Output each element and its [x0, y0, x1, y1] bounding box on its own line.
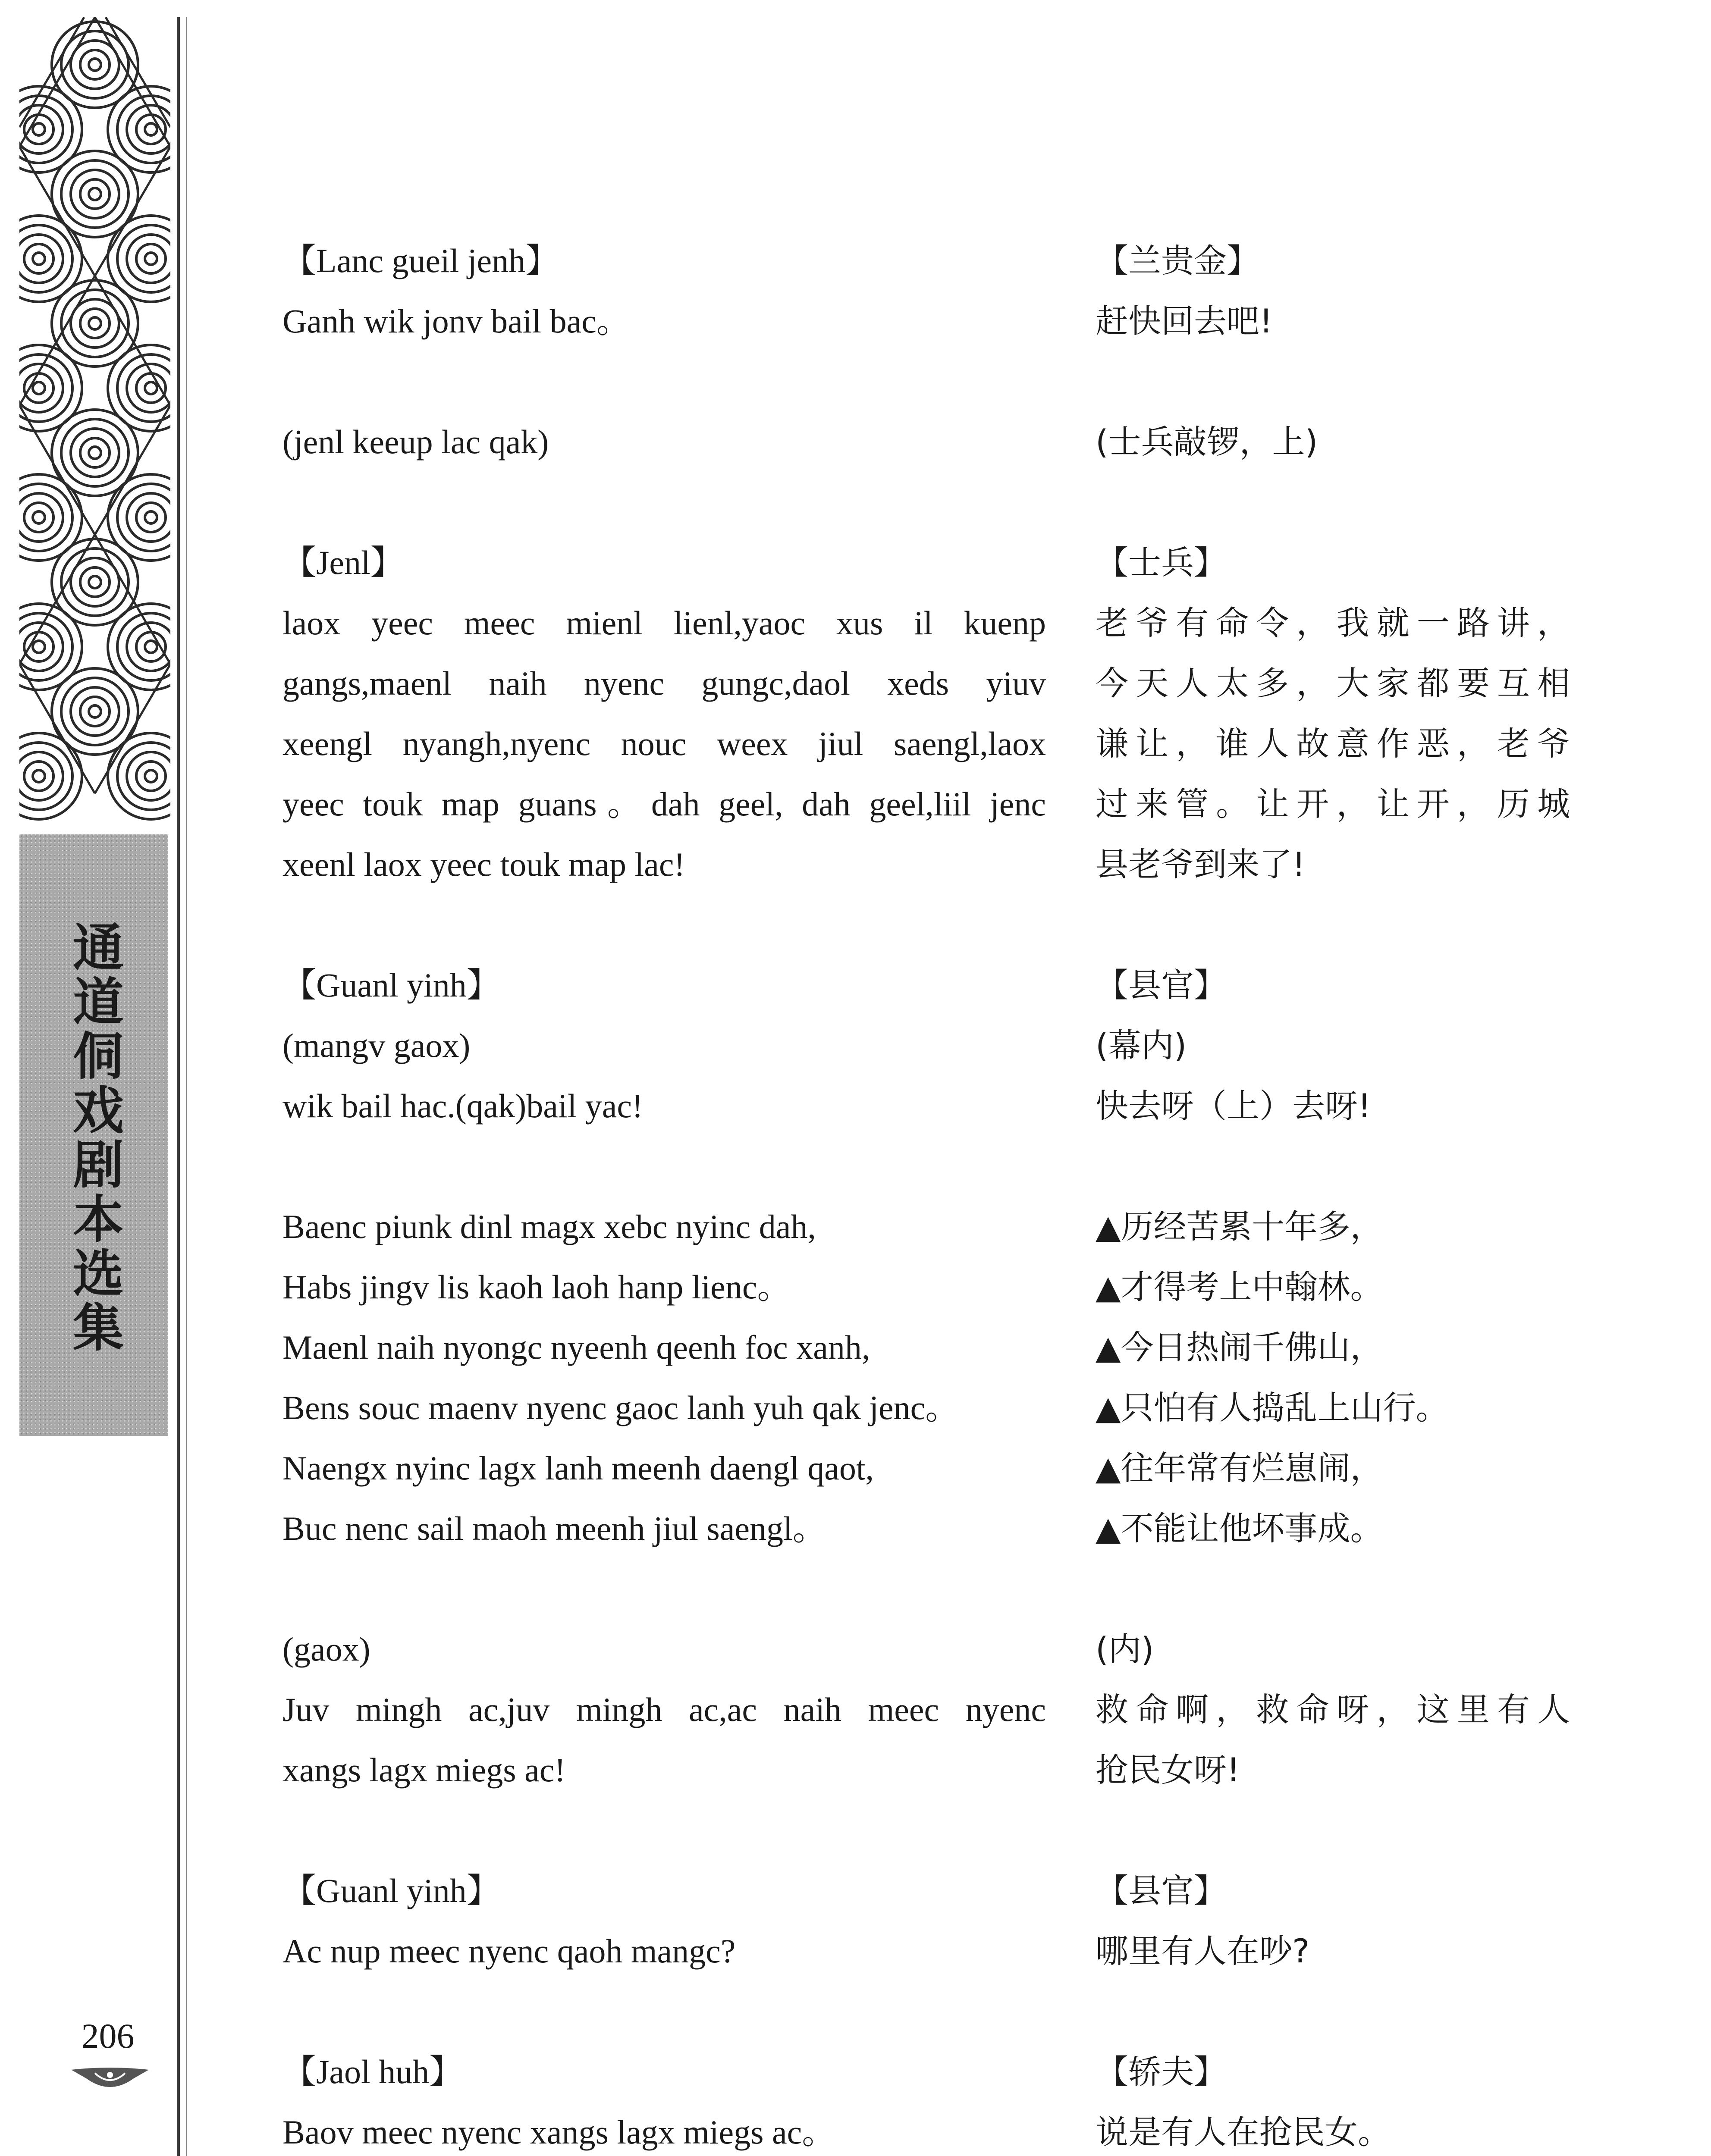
verse-line: Baenc piunk dinl magx xebc nyinc dah, — [283, 1208, 816, 1245]
verse-line-zh: ▲才得考上中翰林。 — [1096, 1268, 1383, 1306]
dialogue-line: Ganh wik jonv bail bac。 — [283, 302, 630, 340]
dialogue-line-zh: 县老爷到来了! — [1096, 845, 1306, 884]
speaker-label-zh: 【兰贵金】 — [1096, 241, 1259, 280]
verse-line: Maenl naih nyongc nyeenh qeenh foc xanh, — [283, 1329, 870, 1366]
dialogue-line: xeengl nyangh,nyenc nouc weex jiul saengl,laox — [283, 725, 1046, 762]
stage-direction: (mangv gaox) — [283, 1027, 471, 1064]
verse-line-zh: ▲历经苦累十年多， — [1096, 1207, 1383, 1246]
page-number: 206 — [81, 2016, 135, 2056]
dialogue-line-zh: 赶快回去吧! — [1096, 302, 1273, 340]
dialogue-line: Ac nup meec nyenc qaoh mangc? — [283, 1932, 736, 1970]
dialogue-line-zh: 过来管。让开，让开，历城 — [1096, 785, 1570, 823]
verse-line: Bens souc maenv nyenc gaoc lanh yuh qak jenc。 — [283, 1389, 959, 1426]
verse-line-zh: ▲往年常有烂崽闹， — [1096, 1449, 1383, 1487]
speaker-label: 【Jaol huh】 — [283, 2053, 463, 2090]
dialogue-line: xangs lagx miegs ac! — [283, 1751, 566, 1789]
speaker-label-zh: 【县官】 — [1096, 1871, 1227, 1910]
stage-direction-zh: (幕内) — [1096, 1026, 1187, 1065]
dialogue-line: yeec touk map guans。dah geel, dah geel,liil jenc — [283, 785, 1046, 823]
speaker-label-zh: 【士兵】 — [1096, 543, 1227, 582]
stage-direction-zh: (内) — [1096, 1630, 1154, 1668]
dialogue-line-zh: 救命啊，救命呀，这里有人 — [1096, 1690, 1570, 1729]
dialogue-line-zh: 谦让，谁人故意作恶，老爷 — [1096, 724, 1570, 763]
verse-line: Naengx nyinc lagx lanh meenh daengl qaot, — [283, 1449, 874, 1487]
speaker-label: 【Guanl yinh】 — [283, 1872, 500, 1909]
speaker-label-zh: 【县官】 — [1096, 966, 1227, 1004]
verse-line: Buc nenc sail maoh meenh jiul saengl。 — [283, 1510, 826, 1547]
dialogue-line-zh: 哪里有人在吵? — [1096, 1932, 1310, 1970]
verse-line-zh: ▲只怕有人捣乱上山行。 — [1096, 1388, 1449, 1427]
verse-line: Habs jingv lis kaoh laoh hanp lienc。 — [283, 1268, 791, 1306]
dialogue-line-zh: 抢民女呀! — [1096, 1751, 1240, 1789]
book-title: 通道侗戏剧本选集 — [64, 921, 124, 1355]
dialogue-line: xeenl laox yeec touk map lac! — [283, 846, 685, 883]
dialogue-line: gangs,maenl naih nyenc gungc,daol xeds yiuv — [283, 664, 1046, 702]
dialogue-line: Baov meec nyenc xangs lagx miegs ac。 — [283, 2113, 836, 2151]
speaker-label: 【Guanl yinh】 — [283, 966, 500, 1004]
dialogue-line-zh: 快去呀（上）去呀! — [1096, 1087, 1371, 1125]
dialogue-line: laox yeec meec mienl lienl,yaoc xus il kuenp — [283, 604, 1046, 642]
dialogue-line-zh: 今天人太多，大家都要互相 — [1096, 664, 1570, 702]
verse-line-zh: ▲不能让他坏事成。 — [1096, 1509, 1383, 1548]
speaker-label: 【Lanc gueil jenh】 — [283, 242, 559, 279]
verse-line-zh: ▲今日热闹千佛山， — [1096, 1328, 1383, 1366]
dialogue-line: Juv mingh ac,juv mingh ac,ac naih meec nyenc — [283, 1691, 1046, 1728]
dialogue-line: wik bail hac.(qak)bail yac! — [283, 1087, 643, 1125]
stage-direction-zh: (士兵敲锣，上) — [1096, 423, 1318, 461]
stage-direction: (jenl keeup lac qak) — [283, 423, 549, 461]
stage-direction: (gaox) — [283, 1630, 370, 1668]
speaker-label-zh: 【轿夫】 — [1096, 2053, 1227, 2091]
speaker-label: 【Jenl】 — [283, 544, 404, 581]
dialogue-line-zh: 老爷有命令，我就一路讲， — [1096, 604, 1570, 642]
dialogue-line-zh: 说是有人在抢民女。 — [1096, 2113, 1391, 2151]
